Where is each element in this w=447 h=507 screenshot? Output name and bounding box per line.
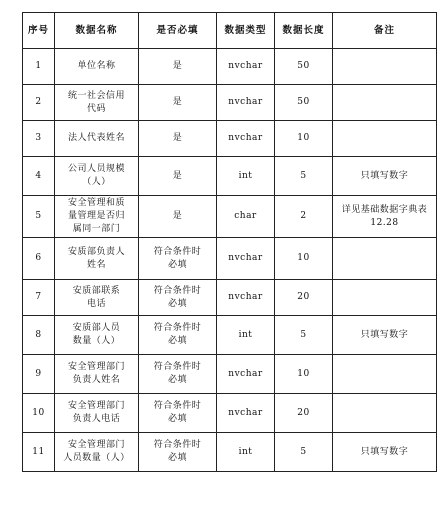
- cell-length: [275, 433, 333, 472]
- cell-type-text: nvchar: [228, 407, 263, 418]
- cell-length-text: 5: [300, 446, 307, 457]
- cell-length: [275, 85, 333, 121]
- cell-length-text: 5: [300, 329, 307, 340]
- table-row: [23, 433, 437, 472]
- table-row: [23, 157, 437, 196]
- cell-length-text: 50: [297, 61, 310, 71]
- cell-no: [23, 316, 55, 355]
- cell-note-text: 详见基础数据字典表 12.28: [341, 204, 428, 228]
- cell-length: [275, 49, 333, 85]
- cell-note: [333, 316, 437, 355]
- cell-name-text: 安质部联系 电话: [72, 285, 121, 309]
- cell-no-text: 3: [35, 133, 42, 143]
- cell-length: [275, 196, 333, 238]
- cell-length-text: 10: [297, 133, 310, 143]
- header-name: 数据名称: [55, 13, 139, 49]
- cell-no: [23, 280, 55, 316]
- cell-no: [23, 355, 55, 394]
- cell-length: [275, 157, 333, 196]
- cell-no: [23, 433, 55, 472]
- cell-no-text: 2: [35, 97, 42, 107]
- cell-required-text: 是: [172, 133, 183, 143]
- cell-required: [139, 238, 217, 280]
- cell-required: [139, 121, 217, 157]
- cell-type-text: int: [238, 446, 253, 457]
- cell-note: [333, 394, 437, 433]
- cell-name-text: 安全管理部门 负责人电话: [67, 401, 125, 424]
- cell-name: [55, 49, 139, 85]
- table-header: [23, 13, 437, 49]
- cell-no-text: 6: [35, 253, 42, 263]
- cell-required-text: 符合条件时 必填: [153, 362, 202, 385]
- table-row: [23, 316, 437, 355]
- table-body: [23, 49, 437, 472]
- cell-type-text: nvchar: [228, 292, 263, 302]
- cell-name: [55, 121, 139, 157]
- cell-required: [139, 196, 217, 238]
- cell-type: [217, 85, 275, 121]
- cell-name-text: 单位名称: [77, 61, 116, 71]
- cell-length-text: 5: [300, 170, 307, 181]
- cell-no-text: 1: [35, 61, 42, 71]
- cell-name-text: 统一社会信用 代码: [67, 90, 125, 114]
- cell-name: [55, 238, 139, 280]
- cell-name: [55, 394, 139, 433]
- cell-type-text: nvchar: [228, 97, 263, 107]
- table-row: [23, 121, 437, 157]
- cell-type-text: char: [234, 211, 257, 221]
- cell-name-text: 安全管理部门 负责人姓名: [67, 362, 125, 385]
- header-no: 序号: [23, 13, 55, 49]
- cell-type: [217, 238, 275, 280]
- cell-name-text: 安质部负责人 姓名: [67, 246, 125, 270]
- cell-note: [333, 355, 437, 394]
- cell-no: [23, 49, 55, 85]
- cell-type-text: nvchar: [228, 253, 263, 263]
- cell-no: [23, 238, 55, 280]
- cell-length: [275, 355, 333, 394]
- cell-required-text: 是: [172, 211, 183, 221]
- cell-no-text: 7: [35, 292, 42, 302]
- cell-name: [55, 157, 139, 196]
- cell-name-text: 公司人员规模 （人）: [67, 164, 125, 187]
- cell-required: [139, 157, 217, 196]
- cell-required-text: 是: [172, 97, 183, 107]
- cell-type: [217, 49, 275, 85]
- cell-length-text: 2: [300, 211, 307, 221]
- cell-note: [333, 280, 437, 316]
- cell-name: [55, 196, 139, 238]
- cell-required: [139, 49, 217, 85]
- cell-required-text: 是: [172, 170, 183, 181]
- table-row: [23, 394, 437, 433]
- cell-length: [275, 238, 333, 280]
- cell-note: [333, 196, 437, 238]
- cell-name-text: 安全管理和质 量管理是否归 属同一部门: [67, 198, 125, 234]
- cell-name-text: 安质部人员 数量（人）: [72, 323, 121, 346]
- cell-no-text: 5: [35, 211, 42, 221]
- cell-length: [275, 280, 333, 316]
- table-row: [23, 280, 437, 316]
- header-length: 数据长度: [275, 13, 333, 49]
- cell-required: [139, 433, 217, 472]
- cell-length-text: 10: [297, 253, 310, 263]
- cell-type: [217, 316, 275, 355]
- cell-no-text: 11: [32, 446, 45, 457]
- cell-type-text: int: [238, 170, 253, 181]
- cell-note: [333, 238, 437, 280]
- cell-length-text: 20: [297, 407, 310, 418]
- cell-name: [55, 85, 139, 121]
- cell-type: [217, 280, 275, 316]
- cell-no: [23, 394, 55, 433]
- cell-required-text: 符合条件时 必填: [153, 401, 202, 424]
- cell-no: [23, 85, 55, 121]
- cell-name-text: 法人代表姓名: [67, 133, 125, 143]
- cell-name: [55, 280, 139, 316]
- data-field-table: [22, 12, 437, 472]
- cell-no-text: 4: [35, 170, 42, 181]
- cell-no: [23, 121, 55, 157]
- cell-note: [333, 157, 437, 196]
- cell-type-text: nvchar: [228, 61, 263, 71]
- cell-note-text: 只填写数字: [360, 446, 409, 457]
- table-row: [23, 238, 437, 280]
- cell-type-text: int: [238, 329, 253, 340]
- cell-length: [275, 316, 333, 355]
- cell-note: [333, 49, 437, 85]
- cell-name: [55, 355, 139, 394]
- cell-note-text: 只填写数字: [360, 329, 409, 340]
- cell-no-text: 9: [35, 368, 42, 379]
- table-row: [23, 196, 437, 238]
- cell-required: [139, 280, 217, 316]
- header-row: [23, 13, 437, 49]
- cell-no: [23, 157, 55, 196]
- table-row: [23, 49, 437, 85]
- cell-required-text: 是: [172, 61, 183, 71]
- cell-no: [23, 196, 55, 238]
- cell-type: [217, 355, 275, 394]
- cell-required-text: 符合条件时 必填: [153, 285, 202, 309]
- cell-note: [333, 85, 437, 121]
- cell-required-text: 符合条件时 必填: [153, 246, 202, 270]
- cell-type: [217, 433, 275, 472]
- header-type: 数据类型: [217, 13, 275, 49]
- cell-required-text: 符合条件时 必填: [153, 440, 202, 463]
- cell-required: [139, 355, 217, 394]
- cell-type: [217, 394, 275, 433]
- header-note: 备注: [333, 13, 437, 49]
- cell-no-text: 10: [32, 407, 45, 418]
- cell-length: [275, 121, 333, 157]
- cell-required: [139, 316, 217, 355]
- cell-length-text: 10: [297, 368, 310, 379]
- cell-name: [55, 433, 139, 472]
- cell-length-text: 50: [297, 97, 310, 107]
- cell-note: [333, 121, 437, 157]
- cell-no-text: 8: [35, 329, 42, 340]
- cell-type: [217, 121, 275, 157]
- cell-name: [55, 316, 139, 355]
- cell-required: [139, 85, 217, 121]
- cell-length: [275, 394, 333, 433]
- cell-note-text: 只填写数字: [360, 170, 409, 181]
- cell-type-text: nvchar: [228, 368, 263, 379]
- cell-name-text: 安全管理部门 人员数量（人）: [63, 440, 130, 463]
- table-row: [23, 355, 437, 394]
- cell-note: [333, 433, 437, 472]
- cell-type: [217, 157, 275, 196]
- cell-type: [217, 196, 275, 238]
- cell-required-text: 符合条件时 必填: [153, 323, 202, 346]
- table-row: [23, 85, 437, 121]
- cell-required: [139, 394, 217, 433]
- cell-length-text: 20: [297, 292, 310, 302]
- cell-type-text: nvchar: [228, 133, 263, 143]
- header-required: 是否必填: [139, 13, 217, 49]
